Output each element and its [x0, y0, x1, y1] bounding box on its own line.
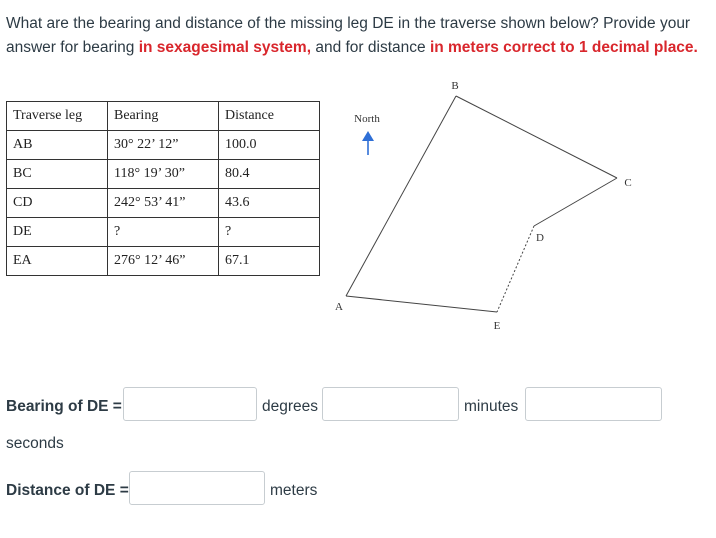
leg-cell: CD [7, 189, 108, 218]
point-b-label: B [451, 80, 459, 92]
leg-cell: DE [7, 218, 108, 247]
leg-ea-line [346, 296, 497, 312]
header-traverse-leg: Traverse leg [7, 102, 108, 131]
distance-input[interactable] [129, 471, 265, 505]
point-c-label: C [624, 177, 632, 189]
point-a-label: A [335, 301, 343, 313]
table-row [7, 131, 320, 160]
table-header-row [7, 102, 320, 131]
traverse-diagram [330, 78, 710, 338]
bearing-cell: 276° 12’ 46” [108, 247, 219, 276]
north-label: North [354, 113, 380, 125]
minutes-input[interactable] [322, 387, 459, 421]
leg-cell: EA [7, 247, 108, 276]
distance-cell: 67.1 [219, 247, 320, 276]
question-text [6, 12, 710, 60]
degrees-unit-label: degrees [262, 398, 319, 415]
question-highlight-meters: in meters correct to 1 decimal place. [429, 39, 698, 56]
table-row [7, 160, 320, 189]
leg-ab-line [346, 96, 456, 296]
bearing-cell: 30° 22’ 12” [108, 131, 219, 160]
leg-cell: AB [7, 131, 108, 160]
meters-unit-label: meters [270, 482, 318, 499]
table-row [7, 218, 320, 247]
leg-de-line [497, 226, 534, 312]
bearing-of-de-label: Bearing of DE = [6, 398, 122, 415]
header-distance: Distance [219, 102, 320, 131]
bearing-cell: ? [108, 218, 219, 247]
bearing-cell: 242° 53’ 41” [108, 189, 219, 218]
north-arrow-icon [362, 131, 374, 141]
bearing-cell: 118° 19’ 30” [108, 160, 219, 189]
question-highlight-sexagesimal: in sexagesimal system, [138, 39, 312, 56]
table-row [7, 247, 320, 276]
degrees-input[interactable] [123, 387, 257, 421]
table-row [7, 189, 320, 218]
point-e-label: E [493, 320, 501, 332]
leg-cell: BC [7, 160, 108, 189]
distance-cell: 43.6 [219, 189, 320, 218]
question-part-1: What are the bearing and distance of the missing leg DE in the traverse shown below? Provide your answer for bearing [6, 15, 691, 56]
leg-cd-line [534, 178, 617, 226]
seconds-unit-label: seconds [6, 435, 64, 452]
distance-cell: 100.0 [219, 131, 320, 160]
distance-of-de-label: Distance of DE = [6, 482, 129, 499]
point-d-label: D [536, 232, 544, 244]
header-bearing: Bearing [108, 102, 219, 131]
leg-bc-line [456, 96, 617, 178]
seconds-input[interactable] [525, 387, 662, 421]
distance-cell: 80.4 [219, 160, 320, 189]
minutes-unit-label: minutes [464, 398, 519, 415]
distance-cell: ? [219, 218, 320, 247]
traverse-table [6, 101, 320, 276]
question-part-2: and for distance [311, 39, 430, 56]
